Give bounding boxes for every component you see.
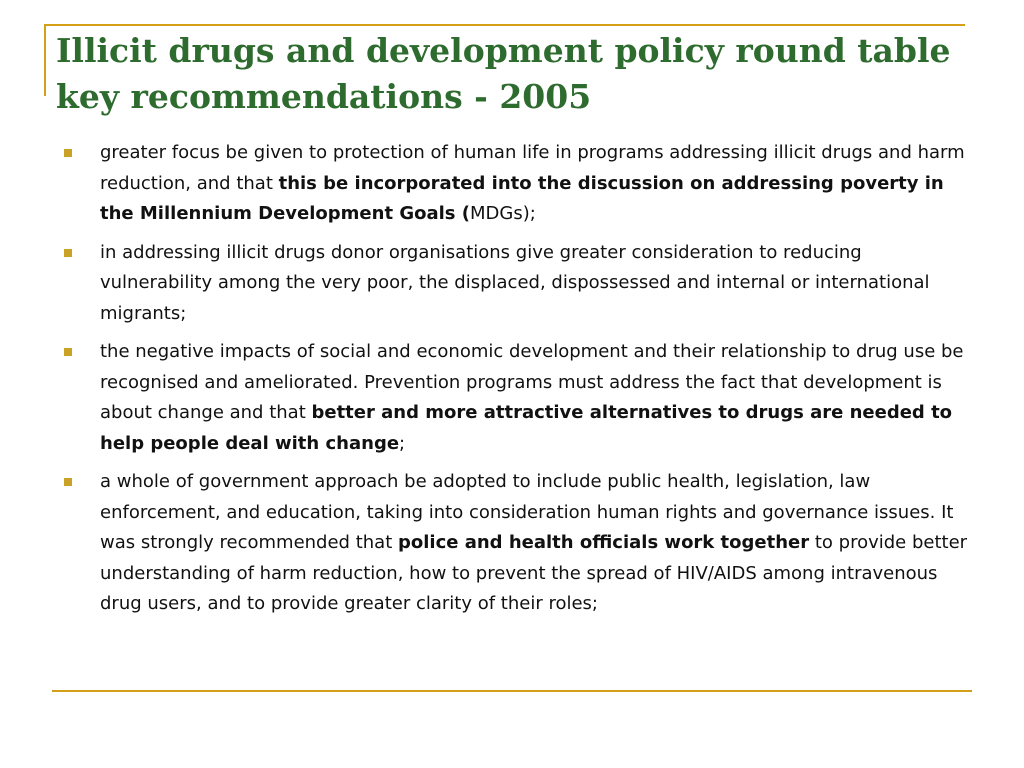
recommendation-text: to provide better understanding of harm reduction, how to prevent the spread of HIV/AIDS among intravenous drug users, and to provide greater clarity of their roles; bbox=[100, 532, 968, 614]
recommendation-text: ; bbox=[399, 432, 406, 454]
slide-title: Illicit drugs and development policy round table key recommendations - 2005 bbox=[56, 31, 951, 116]
bottom-rule bbox=[52, 690, 972, 692]
recommendation-item bbox=[58, 337, 968, 459]
recommendation-text: a whole of government approach be adopted to include public health, legislation, law enforcement, and education, taking into consideration human rights and governance issues. It was strongly recommended that bbox=[100, 471, 954, 553]
recommendation-item bbox=[58, 138, 968, 230]
square-bullet-icon bbox=[64, 348, 72, 356]
top-frame-rule bbox=[44, 24, 965, 26]
recommendation-emphasis: better and more attractive alternatives to drugs are needed to help people deal with change bbox=[100, 402, 953, 454]
recommendation-text: greater focus be given to protection of human life in programs addressing illicit drugs and harm reduction, and that bbox=[100, 142, 965, 194]
left-frame-rule bbox=[44, 24, 46, 96]
square-bullet-icon bbox=[64, 249, 72, 257]
recommendation-item bbox=[58, 238, 968, 330]
square-bullet-icon bbox=[64, 478, 72, 486]
recommendation-item bbox=[58, 467, 968, 620]
recommendations-list bbox=[58, 138, 968, 628]
square-bullet-icon bbox=[64, 149, 72, 157]
recommendation-text: in addressing illicit drugs donor organisations give greater consideration to reducing vulnerability among the very poor, the displaced, dispossessed and internal or international migrants; bbox=[100, 241, 930, 324]
recommendation-text: MDGs); bbox=[469, 203, 536, 224]
recommendation-emphasis: this be incorporated into the discussion on addressing poverty in the Millennium Development Goals ( bbox=[100, 172, 944, 224]
recommendation-emphasis: police and health officials work together bbox=[397, 532, 810, 553]
recommendation-text: the negative impacts of social and economic development and their relationship to drug use be recognised and ameliorated. Prevention programs must address the fact that development is about change and that bbox=[100, 341, 964, 423]
